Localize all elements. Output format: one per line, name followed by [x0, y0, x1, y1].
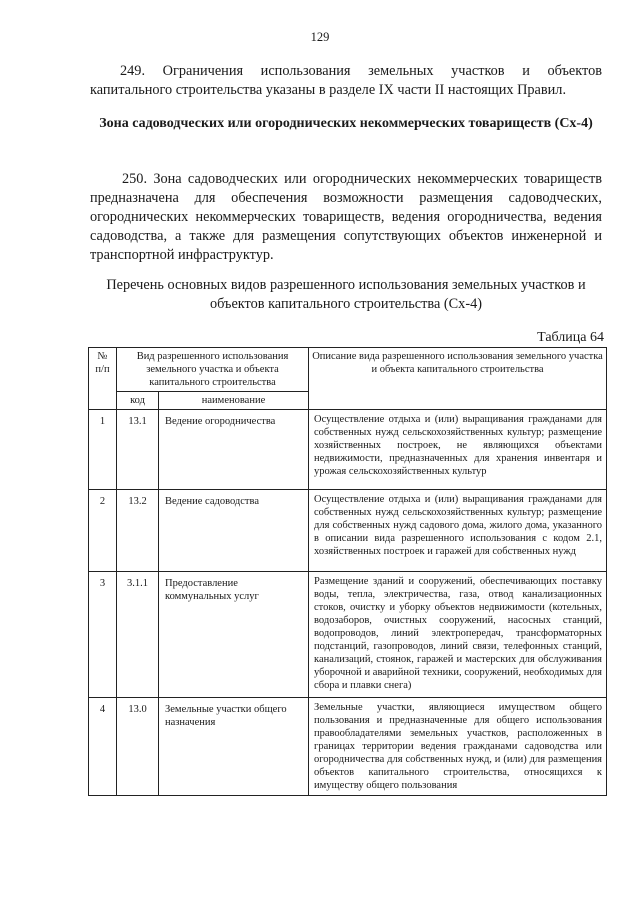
header-code: код [117, 392, 159, 410]
row-name: Ведение огородничества [159, 410, 309, 490]
row-num: 4 [89, 698, 117, 796]
row-code: 13.0 [117, 698, 159, 796]
row-name: Земельные участки общего назначения [159, 698, 309, 796]
table-row [89, 572, 607, 698]
row-num: 2 [89, 490, 117, 572]
header-type-group: Вид разрешенного использования земельного участка и объекта капитального строительства [117, 348, 309, 392]
row-code: 13.2 [117, 490, 159, 572]
row-name: Ведение садоводства [159, 490, 309, 572]
permitted-use-table [88, 347, 607, 796]
row-description: Осуществление отдыха и (или) выращивания гражданами для собственных нужд сельскохозяйственных культур; размещение хозяйственных построек, не являющихся объектами недвижимости, предназначенных для хранения инвентаря и урожая сельскохозяйственных культур [309, 410, 607, 490]
table-row [89, 410, 607, 490]
row-description: Осуществление отдыха и (или) выращивания гражданами для собственных нужд сельскохозяйственных культур; размещение для собственных нужд садового дома, жилого дома, указанного в описании вида разрешенного использования с кодом 2.1, хозяйственных построек и гаражей для собственных нужд [309, 490, 607, 572]
row-description: Размещение зданий и сооружений, обеспечивающих поставку воды, тепла, электричества, газа, отвод канализационных стоков, очистку и уборку объектов недвижимости (котельных, водозаборов, очистных сооружений, насосных станций, водопроводов, линий электропередач, трансформаторных подстанций, газопроводов, линий связи, телефонных станций, канализаций, стоянок, гаражей и мастерских для обслуживания уборочной и аварийной техники, сооружений, необходимых для сбора и плавки снега) [309, 572, 607, 698]
row-code: 13.1 [117, 410, 159, 490]
zone-heading: Зона садоводческих или огороднических некоммерческих товариществ (Сх-4) [99, 116, 593, 131]
page-number: 129 [310, 30, 330, 44]
list-title: Перечень основных видов разрешенного использования земельных участков и объектов капитального строительства (Сх-4) [106, 277, 586, 312]
table-label: Таблица 64 [537, 330, 604, 345]
header-description: Описание вида разрешенного использования земельного участка и объекта капитального строительства [309, 348, 607, 410]
table-row [89, 490, 607, 572]
table-row [89, 698, 607, 796]
row-num: 1 [89, 410, 117, 490]
paragraph-250: 250. Зона садоводческих или огороднических некоммерческих товариществ предназначена для обеспечения возможности размещения садоводческих, огороднических некоммерческих товариществ, ведения огородничества, ведения садоводства, а также для размещения сопутствующих объектов инженерной и транспортной инфраструктур. [90, 171, 602, 263]
header-name: наименование [159, 392, 309, 410]
paragraph-249: 249. Ограничения использования земельных участков и объектов капитального строительства указаны в разделе IX части II настоящих Правил. [90, 63, 602, 98]
row-name: Предоставление коммунальных услуг [159, 572, 309, 698]
header-num: № п/п [89, 348, 117, 410]
row-num: 3 [89, 572, 117, 698]
row-code: 3.1.1 [117, 572, 159, 698]
row-description: Земельные участки, являющиеся имуществом общего пользования и предназначенные для общего использования правообладателями земельных участков, расположенных в границах территории ведения гражданами садоводства или огородничества для собственных нужд, и (или) для размещения объектов капитального строительства, относящихся к имуществу общего пользования [309, 698, 607, 796]
